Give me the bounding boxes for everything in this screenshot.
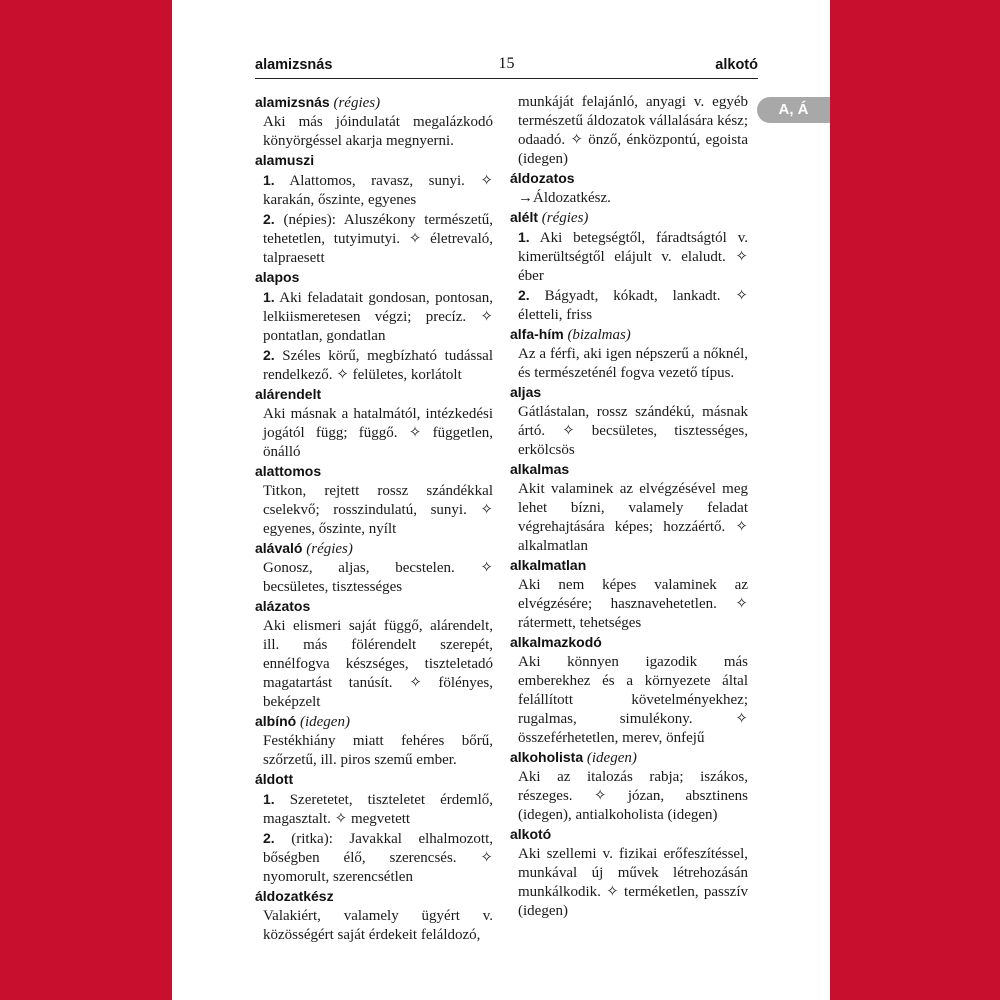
- entry-headword-line: [510, 460, 748, 480]
- entry-headword-line: [255, 770, 493, 790]
- entry-definition: Aki az italozás rabja; iszákos, részeges. ✧ józan, absztinens (idegen), antialkoholista (idegen): [518, 769, 748, 823]
- entry-definition: Aki szellemi v. fizikai erőfeszítéssel, munkával új művek létrehozásán munkálkodik. ✧ terméketlen, passzív (idegen): [518, 846, 748, 919]
- entry-headword: alárendelt: [255, 386, 322, 402]
- entry-headword-line: [255, 712, 493, 732]
- entry-headword: alávaló: [255, 540, 303, 556]
- entry-definition: Aki elismeri saját függő, alárendelt, ill. más fölérendelt szerepét, ennélfogva készséges, tiszteletadó magatartást tanúsít. ✧ fölényes, beképzelt: [263, 618, 493, 710]
- entry-definition: Akit valaminek az elvégzésével meg lehet bízni, valamely feladat végrehajtására képes; hozzáértő. ✧ alkalmatlan: [518, 481, 748, 554]
- entry-headword: aljas: [510, 384, 542, 400]
- entry-headword-line: [255, 93, 493, 113]
- header-first-headword: alamizsnás: [255, 57, 333, 73]
- entry-headword: áldott: [255, 771, 294, 787]
- dictionary-entry: [255, 268, 493, 385]
- entry-sense: [518, 286, 748, 325]
- entry-headword: alkalmatlan: [510, 557, 587, 573]
- entry-definition: Festékhiány miatt fehéres bőrű, szőrzetű, ill. piros szemű ember.: [263, 733, 493, 768]
- entry-headword-line: [255, 597, 493, 617]
- sense-number: 2.: [263, 211, 275, 227]
- entry-headword-line: [510, 208, 748, 228]
- entry-headword: alamizsnás: [255, 94, 330, 110]
- dictionary-entry: [510, 169, 748, 208]
- entry-headword-line: [255, 385, 493, 405]
- dictionary-entry: [255, 462, 493, 539]
- dictionary-entry: [255, 151, 493, 268]
- entry-headword: alfa-hím: [510, 326, 564, 342]
- entry-headword: alkotó: [510, 826, 552, 842]
- entry-sense: [263, 790, 493, 829]
- entry-headword: alélt: [510, 209, 539, 225]
- entry-definition: Aki más jóindulatát megalázkodó könyörgéssel akarja megnyerni.: [263, 114, 493, 149]
- entry-headword: alkoholista: [510, 749, 584, 765]
- dictionary-entry: [255, 539, 493, 597]
- entry-definition: munkáját felajánló, anyagi v. egyéb természetű áldozatok vállalására kész; odaadó. ✧ önző, énközpontú, egoista (idegen): [518, 94, 748, 167]
- sense-definition: Szeretetet, tiszteletet érdemlő, magasztalt. ✧ megvetett: [263, 792, 494, 827]
- usage-label: (régies): [306, 541, 353, 557]
- dictionary-entry: [255, 712, 493, 770]
- running-header: [255, 55, 758, 77]
- entry-headword: alapos: [255, 269, 300, 285]
- sense-number: 2.: [263, 347, 275, 363]
- entry-headword-line: [255, 539, 493, 559]
- entry-sense: [263, 210, 493, 268]
- usage-label: (idegen): [586, 750, 637, 766]
- entry-definition: Aki könnyen igazodik más emberekhez és a környezete által felállított követelményekhez; rugalmas, simulékony. ✧ összeférhetetlen, merev, önfejű: [518, 654, 748, 746]
- dictionary-entry: [510, 748, 748, 825]
- entry-definition: Az a férfi, aki igen népszerű a nőknél, és természeténél fogva vezető típus.: [518, 346, 748, 381]
- entry-headword-line: [510, 325, 748, 345]
- entry-headword: alázatos: [255, 598, 311, 614]
- dictionary-entry: [510, 93, 748, 169]
- entry-headword: áldozatkész: [255, 888, 334, 904]
- dictionary-entry: [510, 325, 748, 383]
- sense-definition: (népies): Aluszékony természetű, tehetetlen, tutyimutyi. ✧ életrevaló, talpraesett: [263, 212, 493, 266]
- entry-headword-line: [255, 887, 493, 907]
- entry-headword-line: [510, 633, 748, 653]
- dictionary-entry: [510, 208, 748, 325]
- entry-sense: [263, 288, 493, 346]
- sense-number: 1.: [518, 229, 530, 245]
- sense-definition: Aki betegségtől, fáradtságtól v. kimerültségtől elájult v. elaludt. ✧ éber: [518, 230, 748, 284]
- header-rule: [255, 78, 758, 79]
- dictionary-entry: [255, 93, 493, 151]
- dictionary-entry: [510, 633, 748, 748]
- entry-headword-line: [510, 383, 748, 403]
- dictionary-entry: [255, 770, 493, 887]
- entry-headword-line: [510, 748, 748, 768]
- letter-thumb-tab: A, Á: [757, 97, 830, 123]
- entry-headword: áldozatos: [510, 170, 575, 186]
- entry-definition: Aki nem képes valaminek az elvégzésére; hasznavehetetlen. ✧ rátermett, tehetséges: [518, 577, 748, 631]
- usage-label: (régies): [333, 95, 381, 111]
- entry-sense: [263, 346, 493, 385]
- entry-sense: [263, 829, 493, 887]
- sense-definition: Széles körű, megbízható tudással rendelkező. ✧ felületes, korlátolt: [263, 348, 493, 383]
- entry-headword-line: [255, 151, 493, 171]
- entry-definition: Titkon, rejtett rossz szándékkal cselekvő; rosszindulatú, sunyi. ✧ egyenes, őszinte, nyílt: [263, 483, 493, 537]
- sense-definition: Aki feladatait gondosan, pontosan, lelkiismeretesen végzi; precíz. ✧ pontatlan, gondatlan: [263, 290, 493, 344]
- entry-definition: Gátlástalan, rossz szándékú, másnak ártó. ✧ becsületes, tisztességes, erkölcsös: [518, 404, 748, 458]
- entry-headword-line: [510, 556, 748, 576]
- entry-headword: albínó: [255, 713, 297, 729]
- sense-number: 1.: [263, 172, 275, 188]
- dictionary-entry: [255, 597, 493, 712]
- entry-headword-line: [255, 462, 493, 482]
- sense-definition: Alattomos, ravasz, sunyi. ✧ karakán, őszinte, egyenes: [263, 173, 493, 208]
- dictionary-entry: [510, 460, 748, 556]
- usage-label: (idegen): [299, 714, 350, 730]
- dictionary-entry: [510, 383, 748, 460]
- dictionary-entry: [255, 887, 493, 945]
- usage-label: (bizalmas): [567, 327, 631, 343]
- sense-definition: Bágyadt, kókadt, lankadt. ✧ életteli, friss: [518, 288, 748, 323]
- entry-definition: Gonosz, aljas, becstelen. ✧ becsületes, tisztességes: [263, 560, 493, 595]
- entry-headword-line: [255, 268, 493, 288]
- page-number: 15: [498, 55, 515, 72]
- sense-number: 2.: [263, 830, 275, 846]
- entry-definition: →Áldozatkész.: [518, 190, 611, 206]
- dictionary-entry: [510, 556, 748, 633]
- right-column: [510, 93, 748, 921]
- sense-number: 1.: [263, 791, 275, 807]
- dictionary-entry: [255, 385, 493, 462]
- dictionary-entry: [510, 825, 748, 921]
- usage-label: (régies): [541, 210, 589, 226]
- header-last-headword: alkotó: [715, 57, 758, 73]
- sense-definition: (ritka): Javakkal elhalmozott, bőségben élő, szerencsés. ✧ nyomorult, szerencsétlen: [263, 831, 494, 885]
- entry-sense: [263, 171, 493, 210]
- entry-headword: alkalmazkodó: [510, 634, 602, 650]
- entry-headword: alamuszi: [255, 152, 315, 168]
- entry-sense: [518, 228, 748, 286]
- entry-headword: alattomos: [255, 463, 322, 479]
- sense-number: 1.: [263, 289, 275, 305]
- entry-headword: alkalmas: [510, 461, 570, 477]
- entry-headword-line: [510, 169, 748, 189]
- entry-definition: Valakiért, valamely ügyért v. közösségért saját érdekeit feláldozó,: [263, 908, 493, 943]
- left-column: [255, 93, 493, 945]
- sense-number: 2.: [518, 287, 530, 303]
- entry-headword-line: [510, 825, 748, 845]
- entry-definition: Aki másnak a hatalmától, intézkedési jogától függ; függő. ✧ független, önálló: [263, 406, 493, 460]
